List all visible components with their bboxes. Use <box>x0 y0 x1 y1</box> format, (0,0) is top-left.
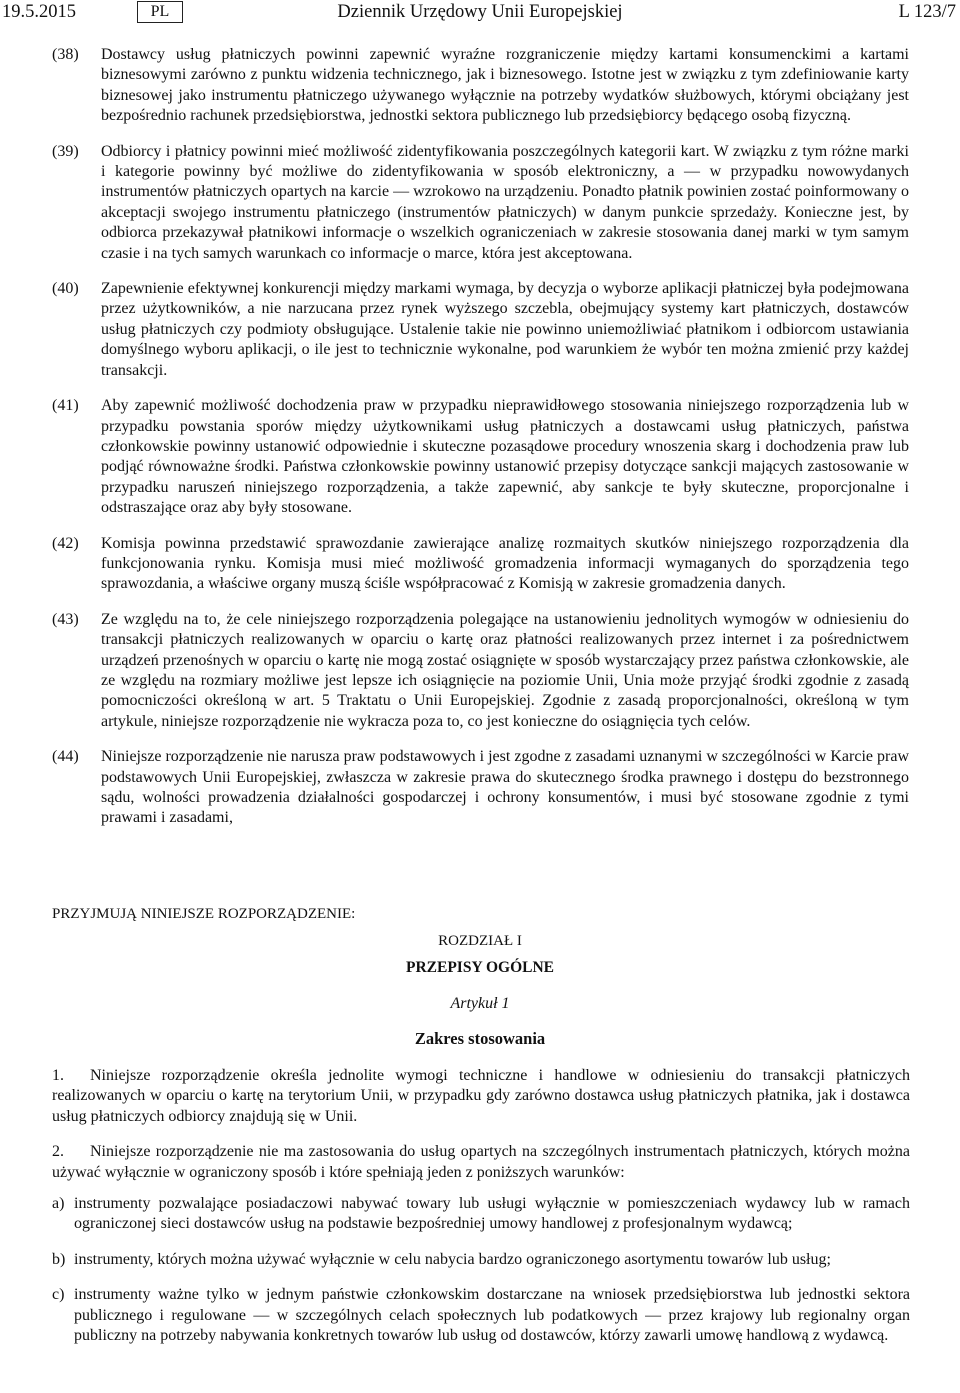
recital-39 <box>0 142 960 264</box>
enacting-formula: PRZYJMUJĄ NINIEJSZE ROZPORZĄDZENIE: <box>52 906 356 922</box>
recital-43 <box>0 610 960 732</box>
recitals-list <box>0 45 960 844</box>
article-paragraphs <box>52 1066 910 1198</box>
item-text: instrumenty, których można używać wyłącznie w celu nabycia bardzo ograniczonego asortymentu towarów lub usług; <box>74 1250 831 1268</box>
publication-date: 19.5.2015 <box>2 2 76 22</box>
recital-text: Ze względu na to, że cele niniejszego rozporządzenia polegające na ustanowieniu jednolitych wymogów w odniesieniu do transakcji płatniczych realizowanych w oparciu o kartę oraz płatności realizowanych przez internet i za pośrednictwem urządzeń przenośnych w oparciu o kartę nie mogą zostać osiągnięte w sposób wystarczający przez państwa członkowskie, ale ze względu na rozmiary możliwe jest lepsze ich osiągnięcie na poziomie Unii, Unia może przyjąć środki zgodnie z zasadą pomocniczości określoną w art. 5 Traktatu o Unii Europejskiej. Zgodnie z zasadą proporcjonalności, określoną w tym artykule, niniejsze rozporządzenie nie wykracza poza to, co jest konieczne do osiągnięcia tych celów. <box>101 610 909 730</box>
page-header <box>0 0 960 26</box>
recital-number: (41) <box>52 397 79 415</box>
recital-text: Aby zapewnić możliwość dochodzenia praw w przypadku nieprawidłowego stosowania niniejszego rozporządzenia lub w przypadku powstania sporów między użytkownikami usług płatniczych a dostawcami usług płatniczych, państwa członkowskie powinny ustanowić odpowiednie i skuteczne pozasądowe procedury wnoszenia skarg i dochodzenia praw lub podjąć równoważne środki. Państwa członkowskie powinny ustanowić przepisy dotyczące sankcji mających zastosowanie w przypadku naruszeń niniejszego rozporządzenia, a także zapewnić, aby sankcje te były skuteczne, proporcjonalne i odstraszające oraz aby były stosowane. <box>101 397 909 517</box>
list-item-b <box>0 1250 960 1270</box>
recital-38 <box>0 45 960 127</box>
paragraph-2 <box>52 1142 910 1183</box>
chapter-title: PRZEPISY OGÓLNE <box>406 959 554 976</box>
item-text: instrumenty ważne tylko w jednym państwie członkowskim dostarczane na wniosek przedsiębiorstwa lub jednostki sektora publicznego i regulowane — w szczególnych celach społecznych lub podatkowych — przez krajowy lub regionalny organ publiczny na potrzeby nabywania konkretnych towarów lub usług od dostawców, którzy zawarli umowę handlową z wydawcą. <box>74 1286 910 1345</box>
recital-41 <box>0 396 960 518</box>
item-label: a) <box>52 1195 65 1212</box>
recital-42 <box>0 534 960 595</box>
paragraph-number: 2. <box>52 1143 64 1161</box>
recital-number: (40) <box>52 280 79 298</box>
recital-44 <box>0 747 960 829</box>
recital-number: (44) <box>52 748 79 766</box>
recital-text: Komisja powinna przedstawić sprawozdanie zawierające analizę rozmaitych skutków niniejszego rozporządzenia dla funkcjonowania rynku. Komisja musi mieć możliwość gromadzenia informacji wymaganych do sporządzenia tego sprawozdania, a właściwe organy muszą ściśle współpracować z Komisją w zakresie gromadzenia danych. <box>101 534 909 593</box>
paragraph-text: Niniejsze rozporządzenie określa jednolite wymogi techniczne i handlowe w odniesieniu do transakcji płatniczych realizowanych w oparciu o kartę na terytorium Unii, w przypadku gdy zarówno dostawca usług płatniczych płatnika, jak i dostawca usług płatniczych odbiorcy znajdują się w Unii. <box>52 1067 910 1125</box>
paragraph-1 <box>52 1066 910 1127</box>
article-label: Artykuł 1 <box>450 995 510 1012</box>
recital-text: Odbiorcy i płatnicy powinni mieć możliwość zidentyfikowania poszczególnych kategorii kart. W związku z tym różne marki i kategorie powinny być możliwe do zidentyfikowania w sposób elektroniczny, a — w przypadku nowowydanych instrumentów płatniczych opartych na karcie — wzrokowo na urządzeniu. Ponadto płatnik powinien zostać poinformowany o akceptacji swojego instrumentu płatniczego (instrumentów płatniczych) w danym punkcie sprzedaży. Konieczne jest, by odbiorca przekazywał płatnikowi informacje o wszelkich ograniczeniach w zakresie stosowania danej marki w tym samym czasie i na tych samych warunkach co informacje o marce, która jest akceptowana. <box>101 142 909 262</box>
page-reference: L 123/7 <box>898 2 956 22</box>
list-item-c <box>0 1285 960 1346</box>
journal-title: Dziennik Urzędowy Unii Europejskiej <box>337 2 623 22</box>
item-label: b) <box>52 1250 66 1268</box>
recital-number: (38) <box>52 46 79 63</box>
item-label: c) <box>52 1286 65 1304</box>
recital-text: Dostawcy usług płatniczych powinni zapewnić wyraźne rozgraniczenie między kartami konsumenckimi a kartami biznesowymi zarówno z punktu widzenia technicznego, jak i biznesowego. Istotne jest w związku z tym zdefiniowanie karty biznesowej jako instrumentu płatniczego używanego wyłącznie na potrzeby wydatków służbowych, którymi obciążany jest bezpośrednio rachunek przedsiębiorstwa, jednostki sektora publicznego lub przedsiębiorcy będącego osobą fizyczną. <box>101 46 909 125</box>
recital-text: Zapewnienie efektywnej konkurencji między markami wymaga, by decyzja o wyborze aplikacji płatniczej była podejmowana przez użytkowników, a nie narzucana przez rynek wyższego szczebla, obejmujący systemy kart płatniczych, dostawców usług płatniczych czy podmioty obsługujące. Ustalenie takie nie powinno uniemożliwiać płatnikom i odbiorcom ustawiania domyślnego wyboru aplikacji, o ile jest to technicznie wykonalne, pod warunkiem że wybór ten można zmienić przy każdej transakcji. <box>101 280 909 379</box>
recital-number: (43) <box>52 610 79 628</box>
conditions-list <box>0 1194 960 1361</box>
recital-number: (39) <box>52 142 79 160</box>
paragraph-number: 1. <box>52 1067 64 1084</box>
recital-text: Niniejsze rozporządzenie nie narusza praw podstawowych i jest zgodne z zasadami uznanymi w szczególności w Karcie praw podstawowych Unii Europejskiej, zwłaszcza w zakresie prawa do skutecznego środka prawnego i dostępu do bezstronnego sądu, wolności prowadzenia działalności gospodarczej i ochrony konsumentów, i musi być stosowane zgodnie z tymi prawami i zasadami, <box>101 748 909 827</box>
language-code-box: PL <box>137 1 183 23</box>
paragraph-text: Niniejsze rozporządzenie nie ma zastosowania do usług opartych na szczególnych instrumentach płatniczych, których można używać wyłącznie w ograniczony sposób i które spełniają jeden z poniższych warunków: <box>52 1143 910 1181</box>
item-text: instrumenty pozwalające posiadaczowi nabywać towary lub usługi wyłącznie w pomieszczeniach wydawcy lub w ramach ograniczonej sieci dostawców usług na podstawie bezpośredniej umowy handlowej z profesjonalnym wydawcą; <box>74 1195 910 1233</box>
recital-number: (42) <box>52 534 79 552</box>
list-item-a <box>0 1194 960 1235</box>
chapter-label: ROZDZIAŁ I <box>438 933 522 949</box>
recital-40 <box>0 279 960 381</box>
article-title: Zakres stosowania <box>414 1029 546 1048</box>
